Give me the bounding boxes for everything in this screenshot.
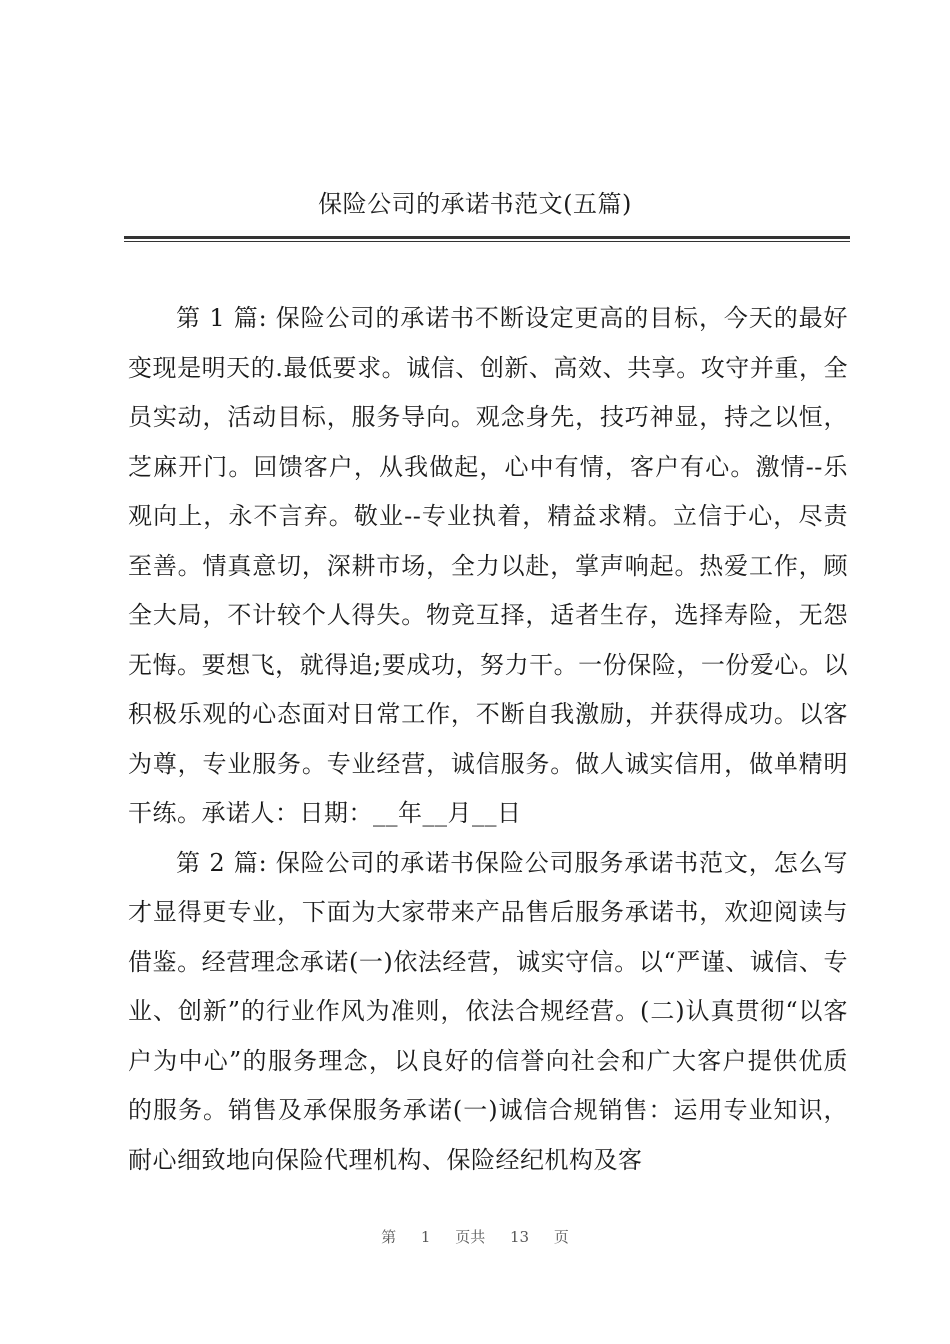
paragraph-2: 第 2 篇: 保险公司的承诺书保险公司服务承诺书范文，怎么写才显得更专业，下面为大家带来产品售后服务承诺书，欢迎阅读与借鉴。经营理念承诺(一)依法经营，诚实守信。以“严谨、诚信、专业、创新”的行业作风为准则，依法合规经营。(二)认真贯彻“以客户为中心”的服务理念，以良好的信誉向社会和广大客户提供优质的服务。销售及承保服务承诺(一)诚信合规销售：运用专业知识，耐心细致地向保险代理机构、保险经纪机构及客 [128, 848, 848, 1174]
paragraph-1: 第 1 篇: 保险公司的承诺书不断设定更高的目标，今天的最好变现是明天的.最低要求。诚信、创新、高效、共享。攻守并重，全员实动，活动目标，服务导向。观念身先，技巧神显，持之以恒，芝麻开门。回馈客户，从我做起，心中有情，客户有心。激情--乐观向上，永不言弃。敬业--专业执着，精益求精。立信于心，尽责至善。情真意切，深耕市场，全力以赴，掌声响起。热爱工作，顾全大局，不计较个人得失。物竞互择，适者生存，选择寿险，无怨无悔。要想飞，就得追;要成功，努力干。一份保险，一份爱心。以积极乐观的心态面对日常工作，不断自我激励，并获得成功。以客为尊，专业服务。专业经营，诚信服务。做人诚实信用，做单精明干练。承诺人：日期：__年__月__日 [128, 304, 848, 827]
footer-page-middle: 页共 [455, 1228, 486, 1246]
document-body [128, 294, 848, 1185]
footer-total-pages: 13 [510, 1228, 530, 1246]
title-divider-thick [124, 236, 850, 239]
footer-page-number: 1 [420, 1228, 431, 1246]
footer-page-prefix: 第 [381, 1228, 397, 1246]
page-footer [0, 1226, 950, 1247]
title-divider-thin [124, 241, 850, 242]
footer-page-suffix: 页 [553, 1228, 569, 1246]
document-title: 保险公司的承诺书范文(五篇) [318, 190, 632, 218]
